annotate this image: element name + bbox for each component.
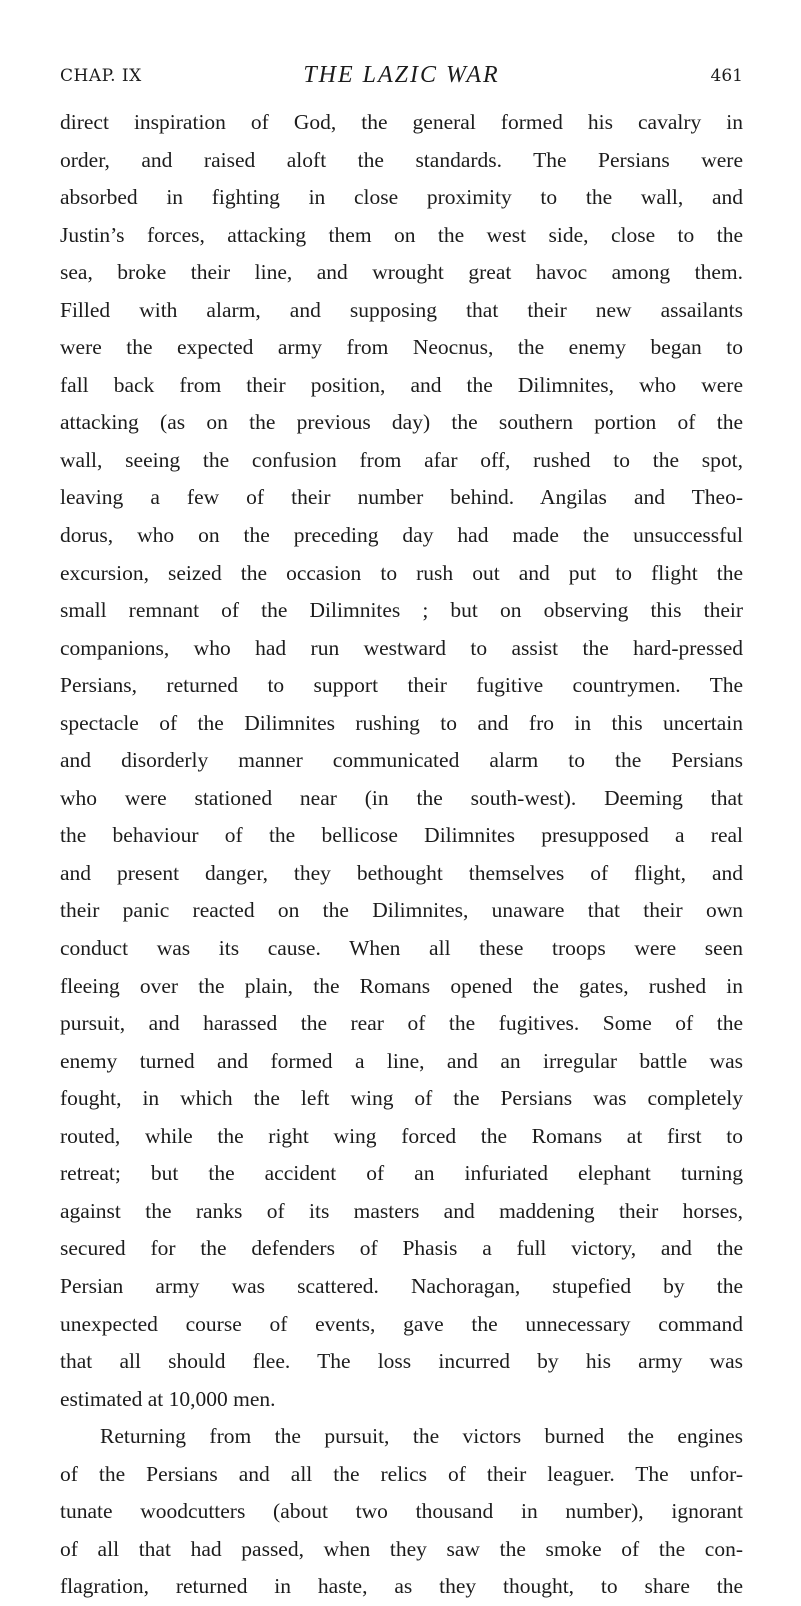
text-line: secured for the defenders of Phasis a full victory, and the (60, 1236, 743, 1261)
text-line: leaving a few of their number behind. Angilas and Theo- (60, 485, 743, 510)
text-line: the behaviour of the bellicose Dilimnites presupposed a real (60, 823, 743, 848)
text-line: Filled with alarm, and supposing that their new assailants (60, 297, 743, 322)
text-line: fall back from their position, and the Dilimnites, who were (60, 372, 743, 397)
text-line: direct inspiration of God, the general formed his cavalry in (60, 110, 743, 134)
text-line: dorus, who on the preceding day had made the unsuccessful (60, 523, 743, 548)
text-line: attacking (as on the previous day) the southern portion of the (60, 410, 743, 435)
text-line: fought, in which the left wing of the Persians was completely (60, 1086, 743, 1111)
text-line: and disorderly manner communicated alarm to the Persians (60, 748, 743, 773)
running-head (60, 62, 743, 96)
text-line: unexpected course of events, gave the unnecessary command (60, 1311, 743, 1336)
text-line: excursion, seized the occasion to rush out and put to flight the (60, 560, 743, 585)
text-line: sea, broke their line, and wrought great havoc among them. (60, 260, 743, 285)
text-line: Returning from the pursuit, the victors burned the engines (100, 1424, 743, 1449)
text-line: against the ranks of its masters and maddening their horses, (60, 1198, 743, 1223)
paragraph (60, 1418, 743, 1606)
text-line: that all should flee. The loss incurred by his army was (60, 1349, 743, 1374)
text-line: absorbed in fighting in close proximity to the wall, and (60, 185, 743, 210)
body-text (60, 104, 743, 1606)
text-line: enemy turned and formed a line, and an irregular battle was (60, 1048, 743, 1073)
text-line: estimated at 10,000 men. (60, 1386, 276, 1411)
text-line: of the Persians and all the relics of their leaguer. The unfor- (60, 1461, 743, 1486)
text-line: Persians, returned to support their fugitive countrymen. The (60, 673, 743, 698)
text-line: of all that had passed, when they saw the smoke of the con- (60, 1536, 743, 1561)
text-line: retreat; but the accident of an infuriated elephant turning (60, 1161, 743, 1186)
running-title: THE LAZIC WAR (303, 62, 500, 88)
text-line: spectacle of the Dilimnites rushing to and fro in this uncertain (60, 710, 743, 735)
text-line: tunate woodcutters (about two thousand in number), ignorant (60, 1499, 743, 1524)
text-line: routed, while the right wing forced the Romans at first to (60, 1123, 743, 1148)
text-line: and present danger, they bethought themselves of flight, and (60, 860, 743, 885)
text-line: were the expected army from Neocnus, the enemy began to (60, 335, 743, 360)
text-line: wall, seeing the confusion from afar off, rushed to the spot, (60, 447, 743, 472)
text-line: Justin’s forces, attacking them on the west side, close to the (60, 222, 743, 247)
text-line: conduct was its cause. When all these troops were seen (60, 936, 743, 961)
text-line: companions, who had run westward to assist the hard-pressed (60, 635, 743, 660)
text-line: who were stationed near (in the south-west). Deeming that (60, 785, 743, 810)
paragraph (60, 104, 743, 1418)
chapter-label: CHAP. IX (60, 66, 142, 86)
text-line: order, and raised aloft the standards. The Persians were (60, 147, 743, 172)
text-line: their panic reacted on the Dilimnites, unaware that their own (60, 898, 743, 923)
text-line: flagration, returned in haste, as they thought, to share the (60, 1574, 743, 1599)
page-number: 461 (710, 66, 743, 86)
text-line: fleeing over the plain, the Romans opened the gates, rushed in (60, 973, 743, 998)
text-line: Persian army was scattered. Nachoragan, stupefied by the (60, 1273, 743, 1298)
text-line: pursuit, and harassed the rear of the fugitives. Some of the (60, 1011, 743, 1036)
text-line: small remnant of the Dilimnites ; but on observing this their (60, 598, 743, 623)
